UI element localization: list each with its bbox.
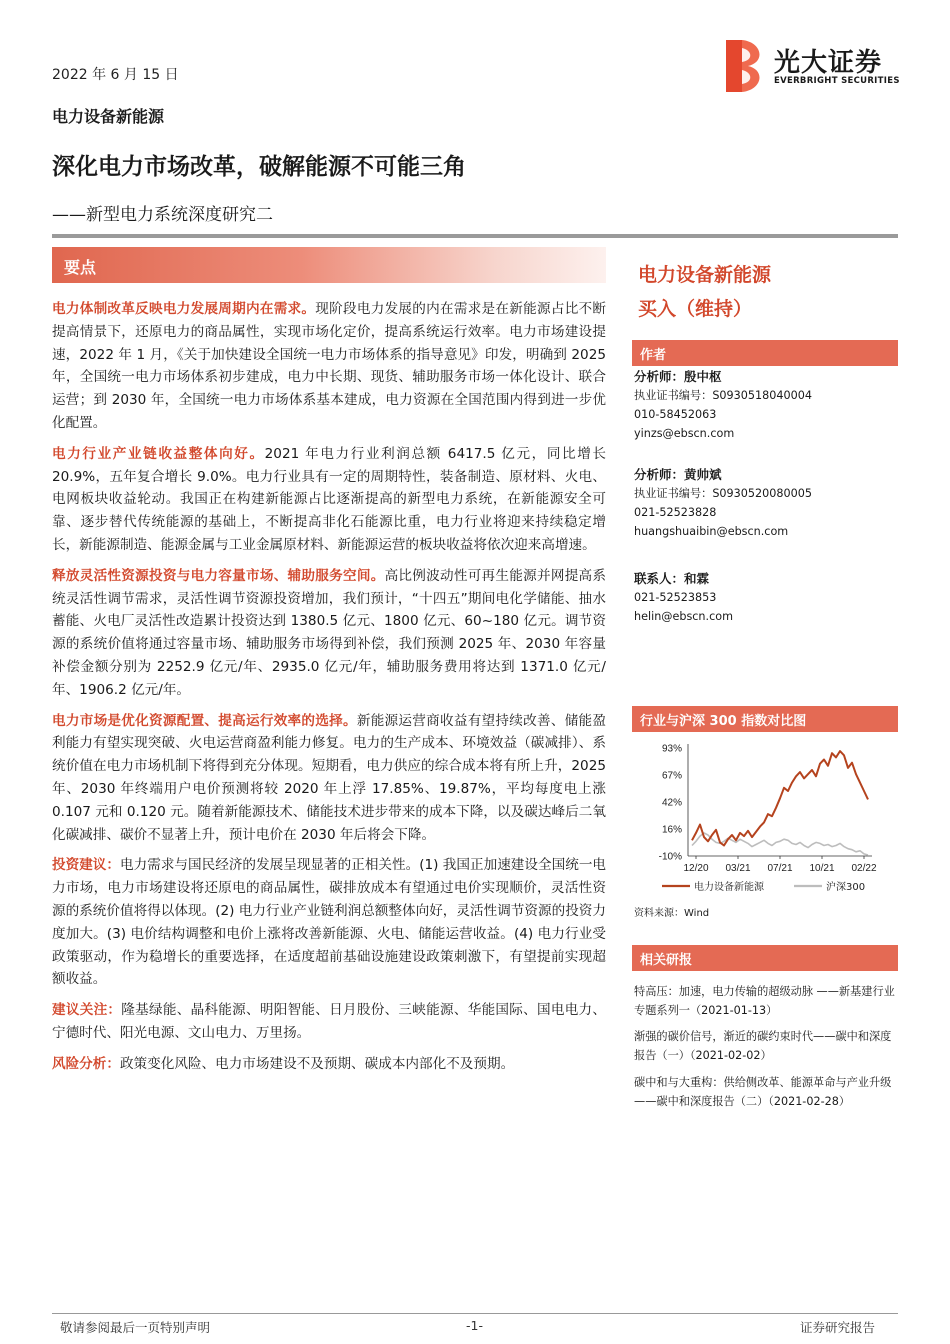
page-number: -1- [466, 1318, 483, 1333]
index-comparison-chart [632, 738, 898, 900]
key-point-paragraph [52, 999, 606, 1045]
key-point-paragraph [52, 854, 606, 991]
authors-header [632, 340, 898, 366]
series-line-sector [692, 751, 868, 845]
author-cert: 执业证书编号：S0930518040004 [634, 389, 812, 402]
key-point-paragraph [52, 443, 606, 557]
report-subtitle: ——新型电力系统深度研究二 [52, 205, 273, 225]
key-point-text: 新能源运营商收益有望持续改善、储能盈利能力有望实现突破、火电运营商盈利能力修复。电力的生产成本、环境效益（碳减排）、系统价值在电力市场机制下将得到充分体现。短期看，电力供应的综合成本将有所上升，2025 年、2030 年终端用户电价预测将较 2020 年上浮 17.85%、19.87%，平均每度电上涨 0.107 元和 0.120 元。随着新能源技术、储能技术进步带来的成本下降，以及碳达峰后二氧化碳减排、碳价不显著上升，预计电价在 2030 年后将会下降。 [52, 712, 606, 843]
chart-header [632, 706, 898, 732]
key-point-lead: 释放灵活性资源投资与电力容量市场、辅助服务空间。 [52, 567, 385, 584]
related-header [632, 945, 898, 971]
key-point-lead: 电力行业产业链收益整体向好。 [52, 445, 265, 462]
header-divider [52, 234, 898, 238]
related-report-item[interactable]: 碳中和与大重构：供给侧改革、能源革命与产业升级——碳中和深度报告（二）（2021-02-28） [634, 1076, 892, 1108]
authors-label: 作者 [640, 348, 667, 363]
related-report-item[interactable]: 渐强的碳价信号，渐近的碳约束时代——碳中和深度报告（一）（2021-02-02） [634, 1030, 892, 1062]
footer-disclaimer: 敬请参阅最后一页特别声明 [60, 1320, 211, 1335]
key-point-lead: 投资建议： [52, 857, 121, 874]
x-tick-label: 03/21 [725, 863, 751, 874]
key-point-text: 现阶段电力发展的内在需求是在新能源占比不断提高情景下，还原电力的商品属性，实现市场化定价，提高系统运行效率。电力市场建设提速，2022 年 1 月，《关于加快建设全国统一电力市场体系的指导意见》印发，明确到 2025 年，全国统一电力市场体系初步建成，电力中长期、现货、辅助服务市场一体化设计、联合运营；到 2030 年，全国统一电力市场体系基本建成，电力资源在全国范围内得到进一步优化配置。 [52, 301, 607, 431]
contact-email[interactable]: helin@ebscn.com [634, 610, 733, 623]
sidebar-sector: 电力设备新能源 [638, 264, 772, 286]
logo-english-name: EVERBRIGHT SECURITIES [774, 76, 900, 86]
sidebar-rating: 买入（维持） [638, 298, 753, 320]
contact-phone: 021-52523853 [634, 591, 717, 604]
report-title: 深化电力市场改革，破解能源不可能三角 [52, 154, 466, 180]
y-tick-label: 67% [661, 770, 682, 782]
key-point-lead: 建议关注： [52, 1002, 122, 1019]
key-point-text: 高比例波动性可再生能源并网提高系统灵活性调节需求，灵活性调节资源投资增加，我们预计，“十四五”期间电化学储能、抽水蓄能、火电厂灵活性改造累计投资达到 1380.5 亿元、1800 亿元、60~180 亿元。调节资源的系统价值将通过容量市场、辅助服务市场得到补偿，我们预测 2025 年、2030 年容量补偿金额分别为 2252.9 亿元/年、2935.0 亿元/年，辅助服务费用将达到 1371.0 亿元/年、1906.2 亿元/年。 [52, 567, 607, 698]
key-point-text: 政策变化风险、电力市场建设不及预期、碳成本内部化不及预期。 [119, 1055, 515, 1072]
key-point-paragraph [52, 565, 606, 702]
x-tick-label: 02/22 [851, 863, 877, 874]
key-point-lead: 电力体制改革反映电力发展周期内在需求。 [52, 301, 316, 317]
key-point-text: 2021 年电力行业利润总额 6417.5 亿元，同比增长 20.9%，五年复合增长 9.0%。电力行业具有一定的周期特性，装备制造、原材料、火电、电网板块收益轮动。我国正在构建新能源占比逐渐提高的新型电力系统，在新能源安全可靠、逐步替代传统能源的基础上，不断提高非化石能源比重，电力行业将迎来持续稳定增长，新能源制造、能源金属与工业金属原材料、新能源运营的板块收益将依次迎来高增速。 [52, 445, 607, 553]
contact-name: 联系人：和霖 [634, 571, 710, 586]
everbright-logo-mark-icon [722, 40, 766, 92]
chart-label: 行业与沪深 300 指数对比图 [640, 714, 807, 729]
author-block [634, 465, 812, 541]
legend-label-sector: 电力设备新能源 [694, 882, 764, 893]
key-point-paragraph [52, 1053, 606, 1076]
x-tick-label: 07/21 [767, 863, 793, 874]
key-points-header [52, 247, 606, 283]
key-points-label: 要点 [64, 258, 97, 277]
author-phone: 021-52523828 [634, 506, 717, 519]
author-name: 分析师：黄帅斌 [634, 467, 722, 482]
key-points-body [52, 298, 606, 1084]
chart-source: 资料来源：Wind [634, 908, 710, 919]
author-name: 分析师：殷中枢 [634, 369, 722, 384]
author-block [634, 367, 812, 443]
author-email[interactable]: yinzs@ebscn.com [634, 427, 735, 440]
key-point-paragraph [52, 710, 606, 847]
logo-chinese-name: 光大证券 [774, 48, 883, 78]
footer-divider [52, 1313, 898, 1314]
related-label: 相关研报 [640, 953, 693, 968]
report-sector: 电力设备新能源 [52, 107, 165, 126]
author-cert: 执业证书编号：S0930520080005 [634, 487, 812, 500]
key-point-paragraph [52, 298, 606, 435]
y-tick-label: 16% [661, 824, 682, 836]
author-phone: 010-58452063 [634, 408, 717, 421]
everbright-logo [722, 38, 902, 94]
x-tick-label: 12/20 [683, 863, 709, 874]
report-date: 2022 年 6 月 15 日 [52, 67, 179, 83]
author-email[interactable]: huangshuaibin@ebscn.com [634, 525, 789, 538]
contact-block [634, 569, 733, 626]
y-tick-label: -10% [658, 851, 682, 863]
footer-report-type: 证券研究报告 [800, 1320, 876, 1335]
y-tick-label: 42% [661, 797, 682, 809]
y-tick-label: 93% [661, 743, 682, 755]
key-point-lead: 风险分析： [52, 1055, 120, 1072]
x-tick-label: 10/21 [809, 863, 835, 874]
legend-label-csi300: 沪深300 [826, 882, 866, 893]
related-report-item[interactable]: 特高压：加速，电力传输的超级动脉 ——新基建行业专题系列一（2021-01-13） [634, 985, 895, 1017]
key-point-lead: 电力市场是优化资源配置、提高运行效率的选择。 [52, 712, 357, 729]
key-point-text: 隆基绿能、晶科能源、明阳智能、日月股份、三峡能源、华能国际、国电电力、宁德时代、阳光电源、文山电力、万里扬。 [52, 1002, 607, 1041]
key-point-text: 电力需求与国民经济的发展呈现显著的正相关性。(1) 我国正加速建设全国统一电力市场，电力市场建设将还原电的商品属性，碳排放成本有望通过电价实现顺价，灵活性资源的系统价值将得以体现。(2) 电力行业产业链利润总额整体向好，灵活性调节资源的投资力度加大。(3) 电价结构调整和电价上涨将改善新能源、火电、储能运营收益。(4) 电力行业受政策驱动，作为稳增长的重要选择，在适度超前基础设施建设政策刺激下，有望提前实现超额收益。 [52, 857, 607, 988]
